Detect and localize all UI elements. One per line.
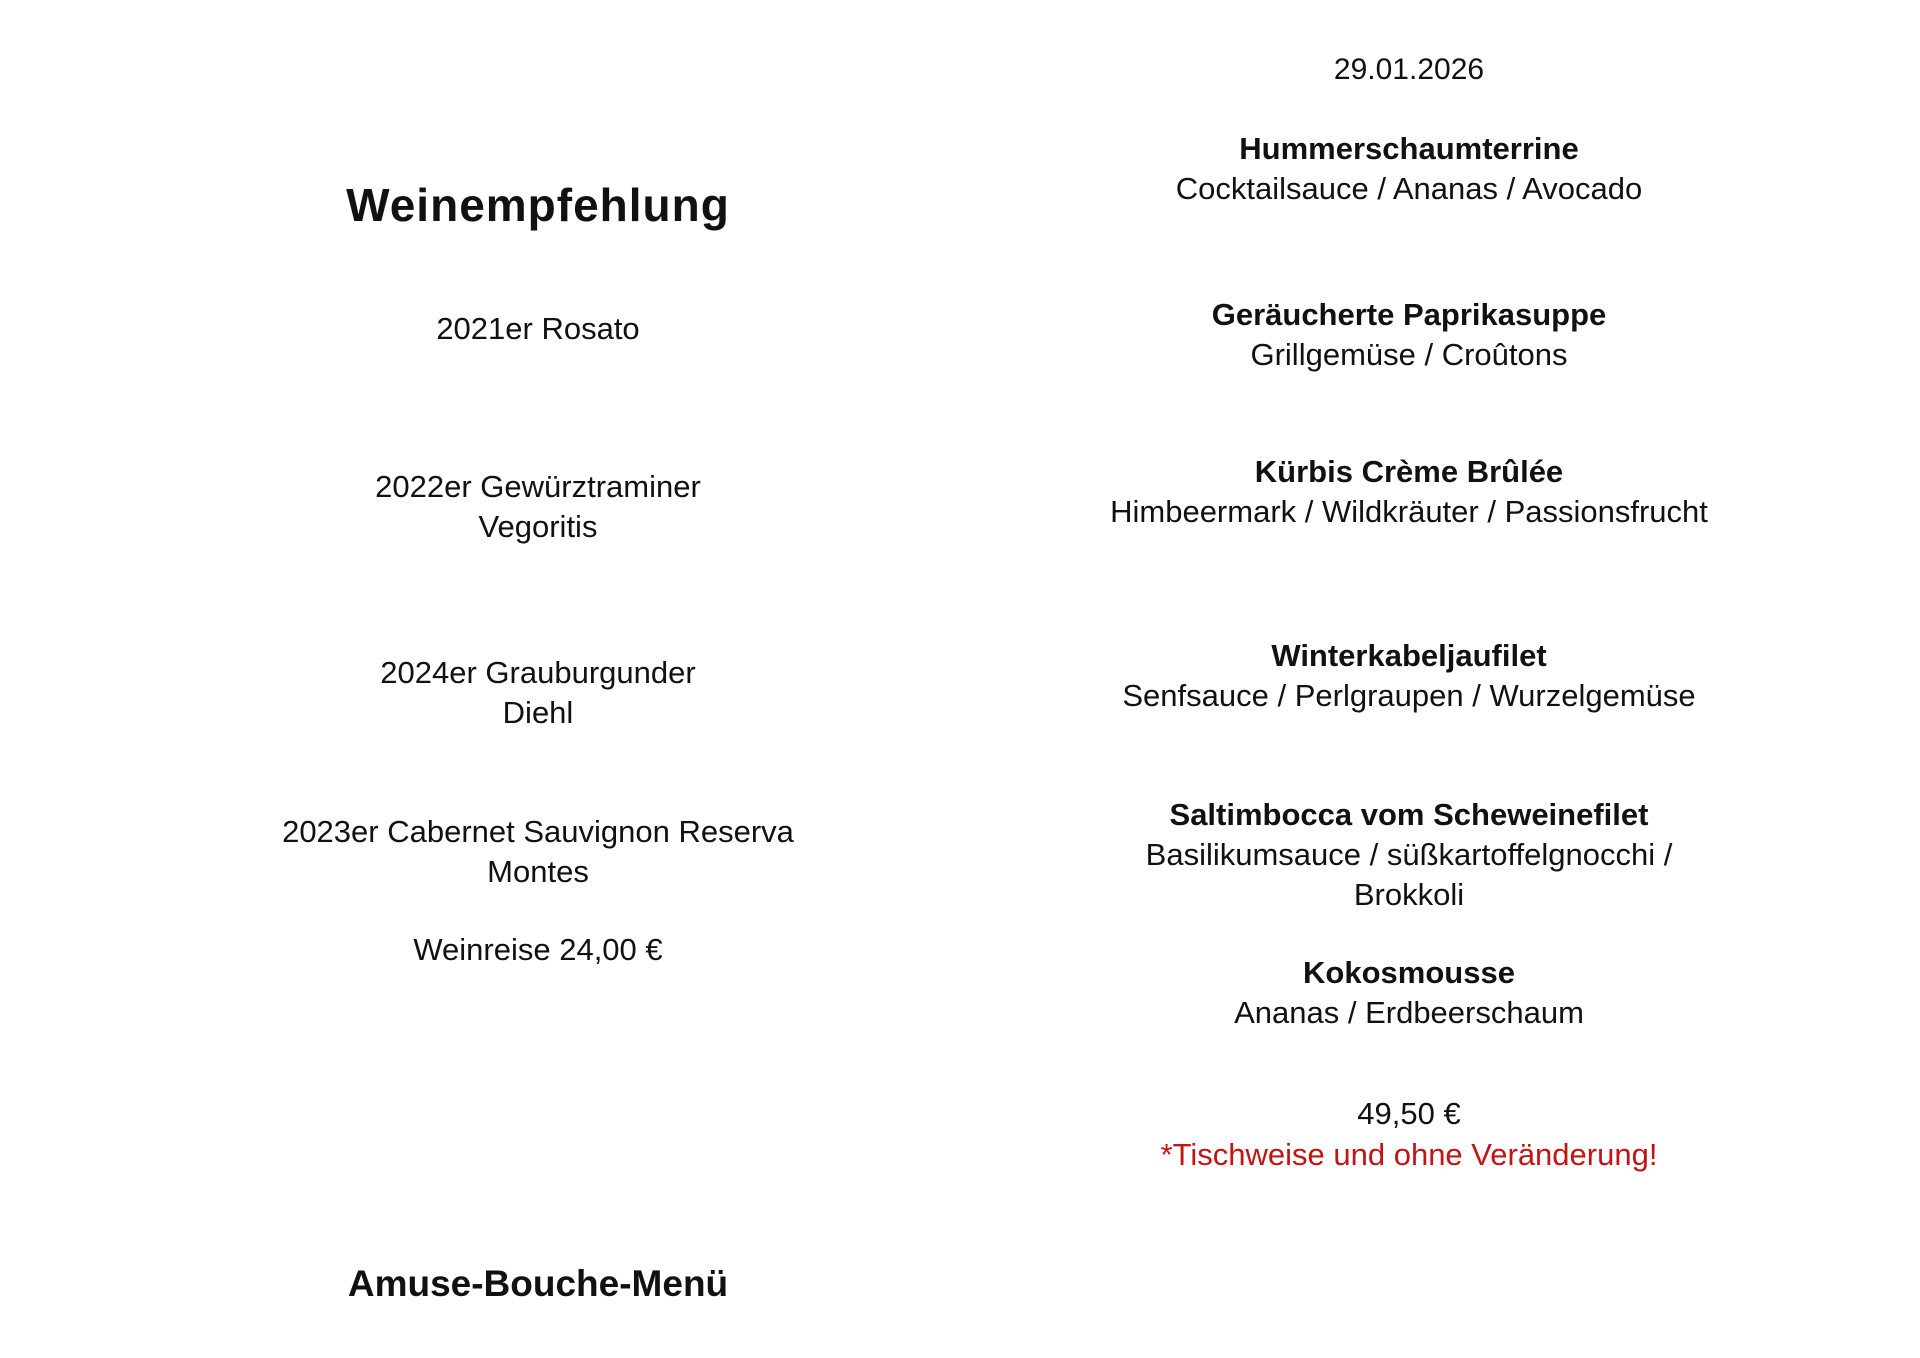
course-name: Geräucherte Paprikasuppe [1211, 297, 1607, 332]
wine-item [238, 309, 838, 349]
wine-producer: Diehl [502, 695, 574, 730]
wine-producer: Vegoritis [478, 509, 598, 544]
course-item [1109, 795, 1709, 915]
course-description: Cocktailsauce / Ananas / Avocado [1175, 171, 1643, 206]
course-name: Kürbis Crème Brûlée [1254, 454, 1564, 489]
course-name: Saltimbocca vom Scheweinefilet [1169, 797, 1649, 832]
course-description: Grillgemüse / Croûtons [1250, 337, 1568, 372]
amuse-bouche-menu-title: Amuse-Bouche-Menü [347, 1263, 729, 1304]
course-item [1109, 953, 1709, 1033]
course-description: Ananas / Erdbeerschaum [1234, 995, 1584, 1030]
wine-journey-price: Weinreise 24,00 € [413, 932, 663, 967]
wine-item [238, 467, 838, 547]
course-description: Senfsauce / Perlgraupen / Wurzelgemüse [1122, 678, 1696, 713]
course-name: Winterkabeljaufilet [1271, 638, 1547, 673]
course-name: Kokosmousse [1303, 955, 1515, 990]
course-item [1109, 636, 1709, 716]
wine-item [238, 812, 838, 892]
course-item [1109, 295, 1709, 375]
menu-total-price: 49,50 € [1357, 1096, 1461, 1131]
course-description: Himbeermark / Wildkräuter / Passionsfrucht [1110, 494, 1708, 529]
wine-name: 2023er Cabernet Sauvignon Reserva [282, 814, 794, 849]
menu-date: 29.01.2026 [1333, 53, 1485, 86]
course-name: Hummerschaumterrine [1239, 131, 1579, 166]
wine-section-title: Weinempfehlung [346, 179, 730, 231]
wine-name: 2024er Grauburgunder [380, 655, 696, 690]
wine-name: 2021er Rosato [436, 311, 640, 346]
menu-notice: *Tischweise und ohne Veränderung! [1160, 1137, 1658, 1172]
wine-producer: Montes [487, 854, 589, 889]
wine-name: 2022er Gewürztraminer [375, 469, 701, 504]
wine-item [238, 653, 838, 733]
course-description: Basilikumsauce / süßkartoffelgnocchi / Brokkoli [1145, 837, 1673, 912]
course-item [1109, 129, 1709, 209]
course-item [1109, 452, 1709, 532]
